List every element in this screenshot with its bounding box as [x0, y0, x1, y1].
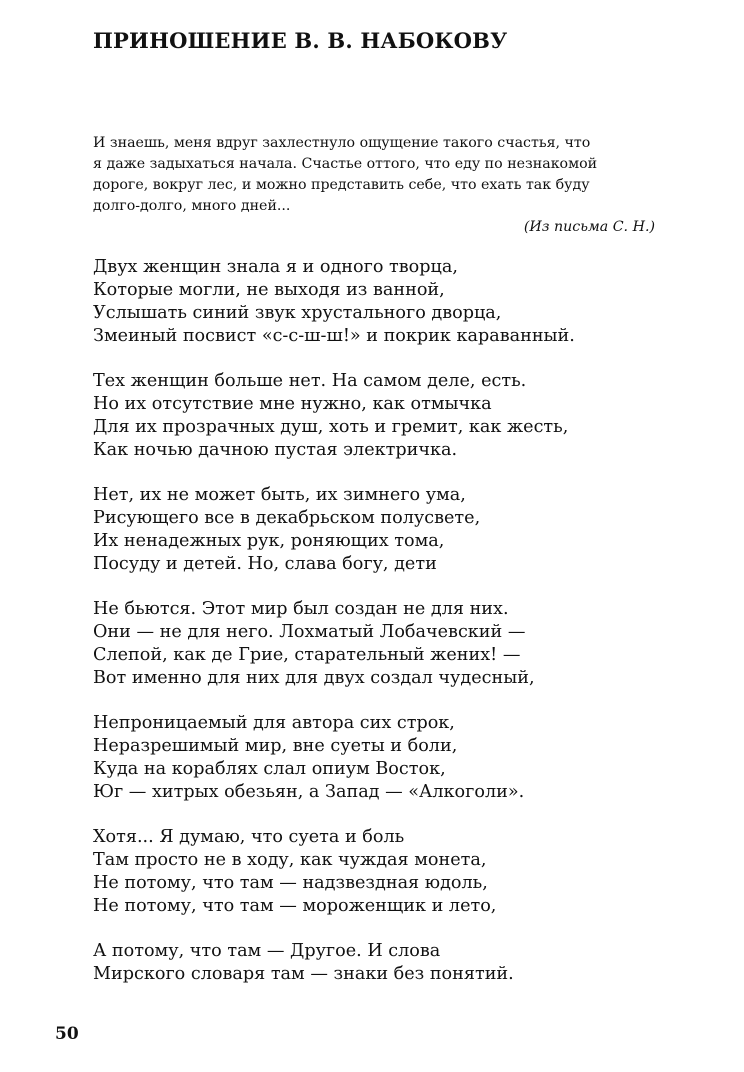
page-title: ПРИНОШЕНИЕ В. В. НАБОКОВУ [93, 28, 508, 53]
verse-line: Куда на кораблях слал опиум Восток, [93, 759, 446, 779]
verse-line: Услышать синий звук хрустального дворца, [93, 303, 502, 323]
epigraph-line: дороге, вокруг лес, и можно представить себе, что ехать так буду [93, 177, 590, 193]
epigraph-line: я даже задыхаться начала. Счастье оттого, что еду по незнакомой [93, 156, 598, 172]
verse-line: Змеиный посвист «с-с-ш-ш!» и покрик караванный. [93, 326, 575, 346]
verse-line: Хотя... Я думаю, что суета и боль [93, 827, 405, 847]
verse-line: Как ночью дачною пустая электричка. [93, 440, 458, 460]
epigraph-source: (Из письма С. Н.) [523, 219, 655, 235]
stanza [93, 712, 683, 804]
verse-line: Их ненадежных рук, роняющих тома, [93, 531, 445, 551]
poem-body [93, 256, 683, 1008]
epigraph-line: И знаешь, меня вдруг захлестнуло ощущение такого счастья, что [93, 135, 591, 151]
verse-line: Не потому, что там — мороженщик и лето, [93, 896, 497, 916]
verse-line: Мирского словаря там — знаки без понятий. [93, 964, 514, 984]
verse-line: Но их отсутствие мне нужно, как отмычка [93, 394, 492, 414]
verse-line: Для их прозрачных душ, хоть и гремит, как жесть, [93, 417, 569, 437]
stanza [93, 484, 683, 576]
verse-line: Непроницаемый для автора сих строк, [93, 713, 455, 733]
verse-line: Тех женщин больше нет. На самом деле, есть. [93, 371, 527, 391]
stanza [93, 370, 683, 462]
verse-line: Которые могли, не выходя из ванной, [93, 280, 445, 300]
verse-line: Не бьются. Этот мир был создан не для них. [93, 599, 509, 619]
verse-line: Не потому, что там — надзвездная юдоль, [93, 873, 488, 893]
verse-line: Рисующего все в декабрьском полусвете, [93, 508, 481, 528]
verse-line: А потому, что там — Другое. И слова [93, 941, 441, 961]
page-number: 50 [55, 1024, 79, 1044]
epigraph [93, 133, 663, 238]
stanza [93, 826, 683, 918]
epigraph-line: долго-долго, много дней... [93, 198, 291, 214]
stanza [93, 256, 683, 348]
verse-line: Посуду и детей. Но, слава богу, дети [93, 554, 437, 574]
stanza [93, 598, 683, 690]
verse-line: Вот именно для них для двух создал чудесный, [93, 668, 535, 688]
stanza [93, 940, 683, 986]
verse-line: Юг — хитрых обезьян, а Запад — «Алкоголи». [93, 782, 525, 802]
verse-line: Слепой, как де Грие, старательный жених! — [93, 645, 521, 665]
verse-line: Там просто не в ходу, как чуждая монета, [93, 850, 487, 870]
verse-line: Неразрешимый мир, вне суеты и боли, [93, 736, 458, 756]
verse-line: Они — не для него. Лохматый Лобачевский — [93, 622, 526, 642]
verse-line: Двух женщин знала я и одного творца, [93, 257, 458, 277]
verse-line: Нет, их не может быть, их зимнего ума, [93, 485, 466, 505]
